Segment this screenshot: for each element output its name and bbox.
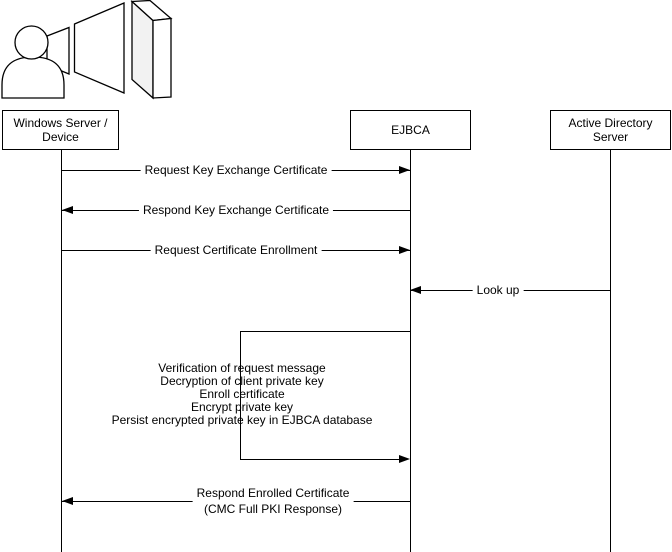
arrowhead-right-icon: [399, 166, 410, 174]
message-label: Respond Key Exchange Certificate: [139, 203, 333, 217]
lifeline-active-directory-server: [610, 150, 611, 552]
arrowhead-right-icon: [399, 455, 410, 463]
lifeline-ejbca: [410, 150, 411, 552]
message-label: Request Key Exchange Certificate: [141, 163, 332, 177]
message-label: Look up: [473, 283, 524, 297]
message-label: Request Certificate Enrollment: [151, 243, 322, 257]
self-message-line-bottom: [240, 459, 405, 460]
user-presentation-icon: [0, 0, 180, 102]
actor-label: Active Directory Server: [568, 116, 653, 144]
message-label-line2: (CMC Full PKI Response): [203, 502, 343, 516]
self-message-step: Decryption of client private key: [160, 374, 324, 388]
actor-label: EJBCA: [391, 123, 430, 137]
arrowhead-left-icon: [62, 206, 73, 214]
actor-label: Windows Server / Device: [13, 116, 108, 144]
self-message-step: Enroll certificate: [199, 387, 285, 401]
arrowhead-left-icon: [62, 497, 73, 505]
arrowhead-left-icon: [410, 286, 421, 294]
self-message-step: Persist encrypted private key in EJBCA database: [111, 413, 373, 427]
self-message-step: Encrypt private key: [190, 400, 294, 414]
message-label: [193, 485, 354, 517]
actor-ejbca: [350, 110, 471, 150]
actor-active-directory-server: [550, 110, 671, 150]
screen-icon: [132, 1, 171, 99]
arrowhead-right-icon: [399, 246, 410, 254]
self-message-step: Verification of request message: [158, 361, 326, 375]
self-message-line-top: [240, 331, 410, 332]
self-message-steps: [102, 362, 382, 427]
actor-windows-server-device: [2, 110, 119, 150]
message-label-line1: Respond Enrolled Certificate: [196, 486, 350, 500]
